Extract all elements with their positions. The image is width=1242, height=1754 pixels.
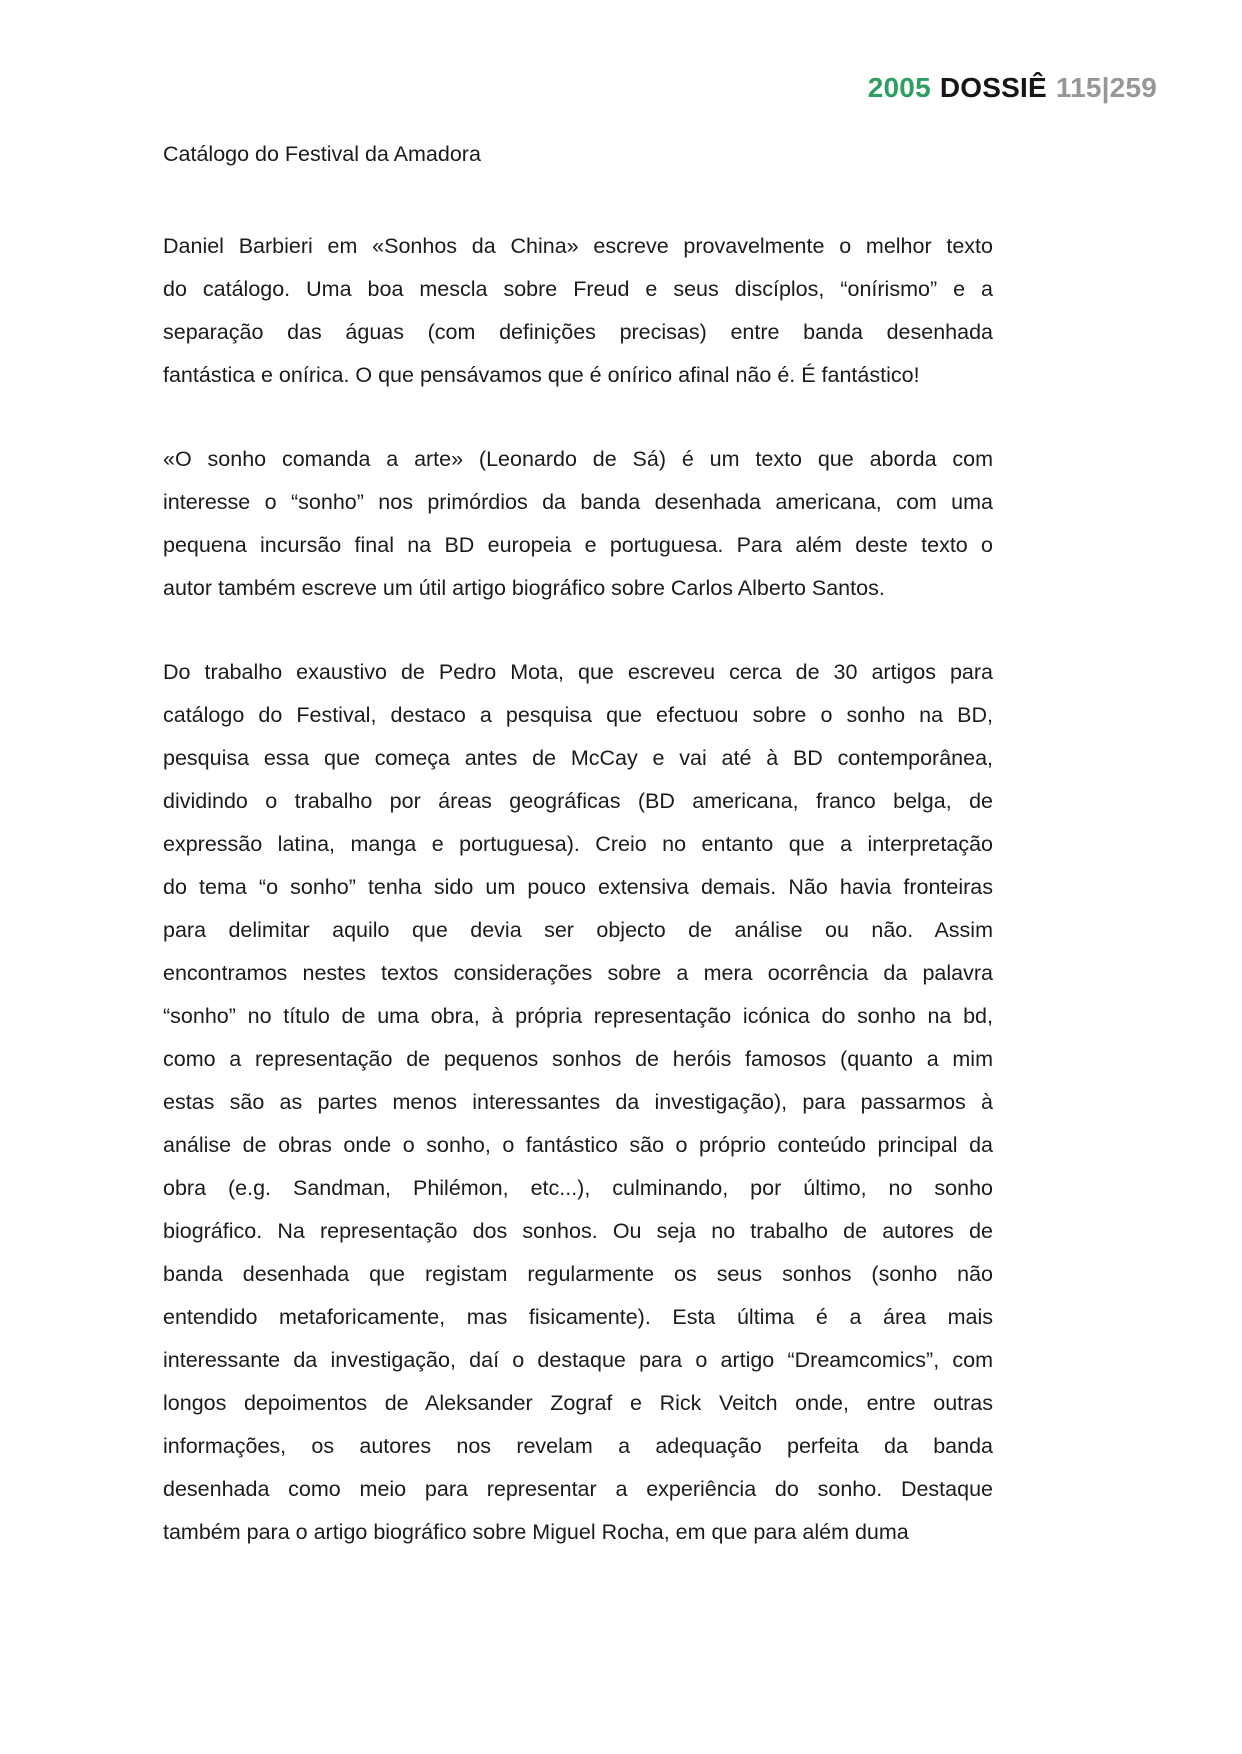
text-line: para delimitar aquilo que devia ser objecto de análise ou não. Assim xyxy=(163,918,993,942)
header-page-number: 115|259 xyxy=(1055,72,1157,103)
text-line: interesse o “sonho” nos primórdios da banda desenhada americana, com uma xyxy=(163,490,993,514)
text-line: autor também escreve um útil artigo biográfico sobre Carlos Alberto Santos. xyxy=(163,576,885,600)
paragraph xyxy=(163,651,993,1554)
page-header xyxy=(868,72,1157,104)
text-line: “sonho” no título de uma obra, à própria representação icónica do sonho na bd, xyxy=(163,1004,993,1028)
text-line: desenhada como meio para representar a experiência do sonho. Destaque xyxy=(163,1477,993,1501)
text-line: catálogo do Festival, destaco a pesquisa que efectuou sobre o sonho na BD, xyxy=(163,703,993,727)
text-line: longos depoimentos de Aleksander Zograf e Rick Veitch onde, entre outras xyxy=(163,1391,993,1415)
text-line: também para o artigo biográfico sobre Miguel Rocha, em que para além duma xyxy=(163,1520,909,1544)
header-section-title: DOSSIÊ xyxy=(939,72,1047,103)
text-line: como a representação de pequenos sonhos de heróis famosos (quanto a mim xyxy=(163,1047,993,1071)
text-line: do tema “o sonho” tenha sido um pouco extensiva demais. Não havia fronteiras xyxy=(163,875,993,899)
text-line: análise de obras onde o sonho, o fantástico são o próprio conteúdo principal da xyxy=(163,1133,993,1157)
text-line: do catálogo. Uma boa mescla sobre Freud e seus discíplos, “onírismo” e a xyxy=(163,277,993,301)
text-line: Do trabalho exaustivo de Pedro Mota, que escreveu cerca de 30 artigos para xyxy=(163,660,993,684)
text-line: obra (e.g. Sandman, Philémon, etc...), culminando, por último, no sonho xyxy=(163,1176,993,1200)
text-line: «O sonho comanda a arte» (Leonardo de Sá) é um texto que aborda com xyxy=(163,447,993,471)
document-body xyxy=(163,225,993,1554)
text-line: pesquisa essa que começa antes de McCay e vai até à BD contemporânea, xyxy=(163,746,993,770)
text-line: estas são as partes menos interessantes da investigação), para passarmos à xyxy=(163,1090,993,1114)
text-line: Daniel Barbieri em «Sonhos da China» escreve provavelmente o melhor texto xyxy=(163,234,993,258)
text-line: fantástica e onírica. O que pensávamos que é onírico afinal não é. É fantástico! xyxy=(163,363,920,387)
text-line: pequena incursão final na BD europeia e portuguesa. Para além deste texto o xyxy=(163,533,993,557)
paragraph xyxy=(163,438,993,610)
text-line: banda desenhada que registam regularmente os seus sonhos (sonho não xyxy=(163,1262,993,1286)
text-line: encontramos nestes textos considerações sobre a mera ocorrência da palavra xyxy=(163,961,993,985)
document-content xyxy=(163,133,993,1554)
text-line: biográfico. Na representação dos sonhos. Ou seja no trabalho de autores de xyxy=(163,1219,993,1243)
text-line: informações, os autores nos revelam a adequação perfeita da banda xyxy=(163,1434,993,1458)
text-line: expressão latina, manga e portuguesa). Creio no entanto que a interpretação xyxy=(163,832,993,856)
paragraph xyxy=(163,225,993,397)
text-line: interessante da investigação, daí o destaque para o artigo “Dreamcomics”, com xyxy=(163,1348,993,1372)
text-line: dividindo o trabalho por áreas geográficas (BD americana, franco belga, de xyxy=(163,789,993,813)
header-year: 2005 xyxy=(867,72,931,103)
text-line: separação das águas (com definições precisas) entre banda desenhada xyxy=(163,320,993,344)
text-line: entendido metaforicamente, mas fisicamente). Esta última é a área mais xyxy=(163,1305,993,1329)
document-title: Catálogo do Festival da Amadora xyxy=(163,142,481,166)
